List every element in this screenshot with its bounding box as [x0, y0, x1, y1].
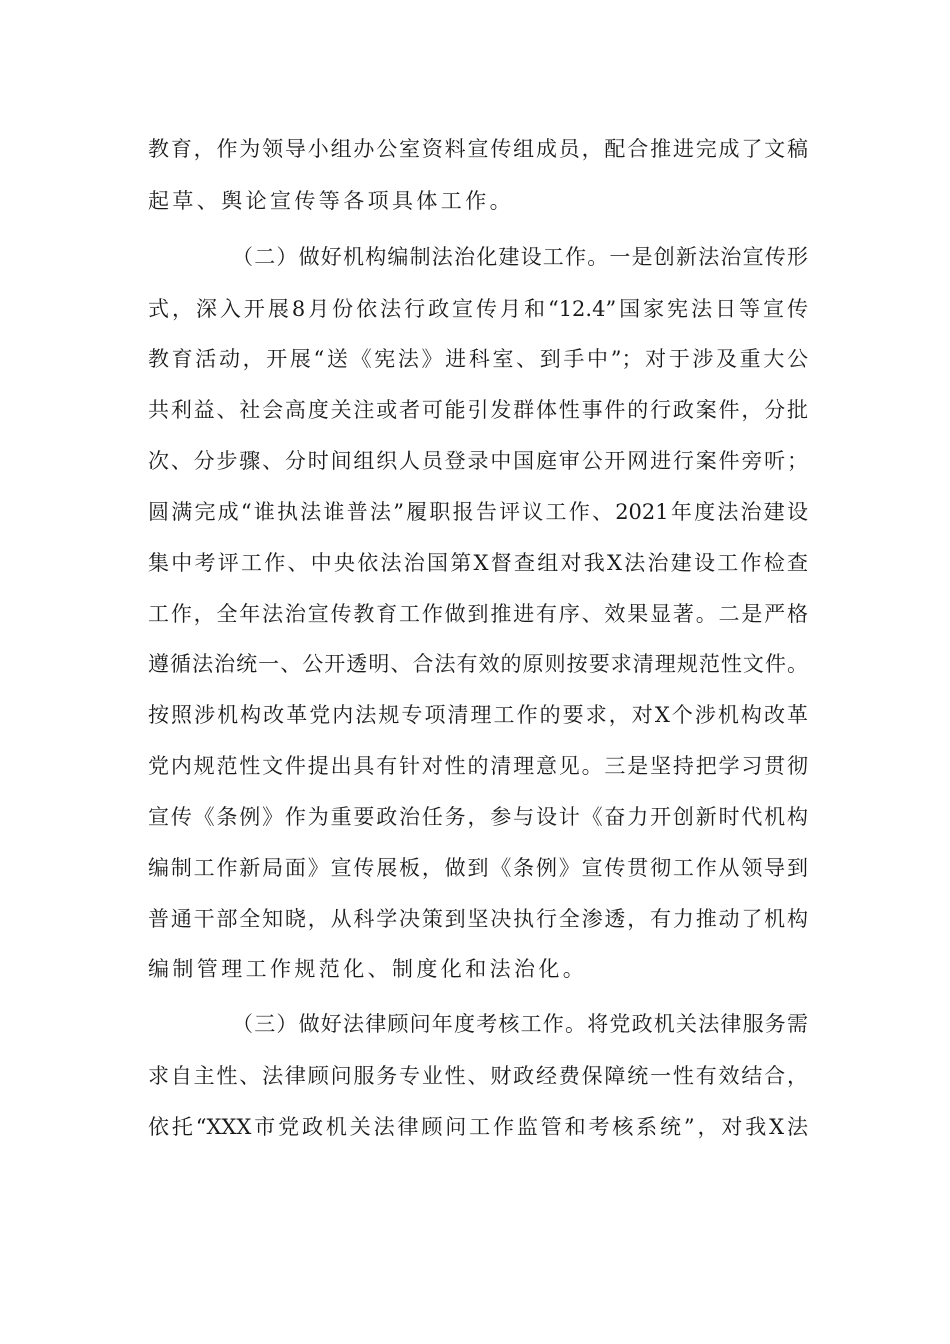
paragraph-2-line-12: 宣传《条例》作为重要政治任务，参与设计《奋力开创新时代机构	[148, 805, 808, 829]
paragraph-2-line-8: 工作，全年法治宣传教育工作做到推进有序、效果显著。二是严格	[148, 602, 808, 626]
paragraph-2-line-11: 党内规范性文件提出具有针对性的清理意见。三是坚持把学习贯彻	[148, 754, 808, 778]
paragraph-1-line-1: 教育，作为领导小组办公室资料宣传组成员，配合推进完成了文稿	[148, 137, 808, 161]
paragraph-2-line-13: 编制工作新局面》宣传展板，做到《条例》宣传贯彻工作从领导到	[148, 856, 808, 880]
paragraph-2-line-1: （二）做好机构编制法治化建设工作。一是创新法治宣传形	[232, 245, 808, 269]
paragraph-2-line-7: 集中考评工作、中央依法治国第X督查组对我X法治建设工作检查	[148, 551, 808, 575]
paragraph-2-line-4: 共利益、社会高度关注或者可能引发群体性事件的行政案件，分批	[148, 398, 808, 422]
paragraph-2-line-9: 遵循法治统一、公开透明、合法有效的原则按要求清理规范性文件。	[148, 652, 808, 676]
paragraph-3-line-1: （三）做好法律顾问年度考核工作。将党政机关法律服务需	[232, 1012, 808, 1036]
paragraph-2-line-3: 教育活动，开展“送《宪法》进科室、到手中”；对于涉及重大公	[148, 347, 808, 371]
paragraph-2-line-15: 编制管理工作规范化、制度化和法治化。	[148, 957, 588, 981]
paragraph-2-line-14: 普通干部全知晓，从科学决策到坚决执行全渗透，有力推动了机构	[148, 907, 808, 931]
paragraph-2-line-2: 式，深入开展8月份依法行政宣传月和“12.4”国家宪法日等宣传	[148, 297, 808, 321]
paragraph-2-line-6: 圆满完成“谁执法谁普法”履职报告评议工作、2021年度法治建设	[148, 500, 808, 524]
paragraph-2-line-5: 次、分步骤、分时间组织人员登录中国庭审公开网进行案件旁听；	[148, 449, 808, 473]
paragraph-2-line-10: 按照涉机构改革党内法规专项清理工作的要求，对X个涉机构改革	[148, 703, 808, 727]
paragraph-1-line-2: 起草、舆论宣传等各项具体工作。	[148, 189, 514, 213]
paragraph-3-line-2: 求自主性、法律顾问服务专业性、财政经费保障统一性有效结合，	[148, 1064, 808, 1088]
paragraph-3-line-3: 依托“XXX市党政机关法律顾问工作监管和考核系统”，对我X法	[148, 1115, 808, 1139]
